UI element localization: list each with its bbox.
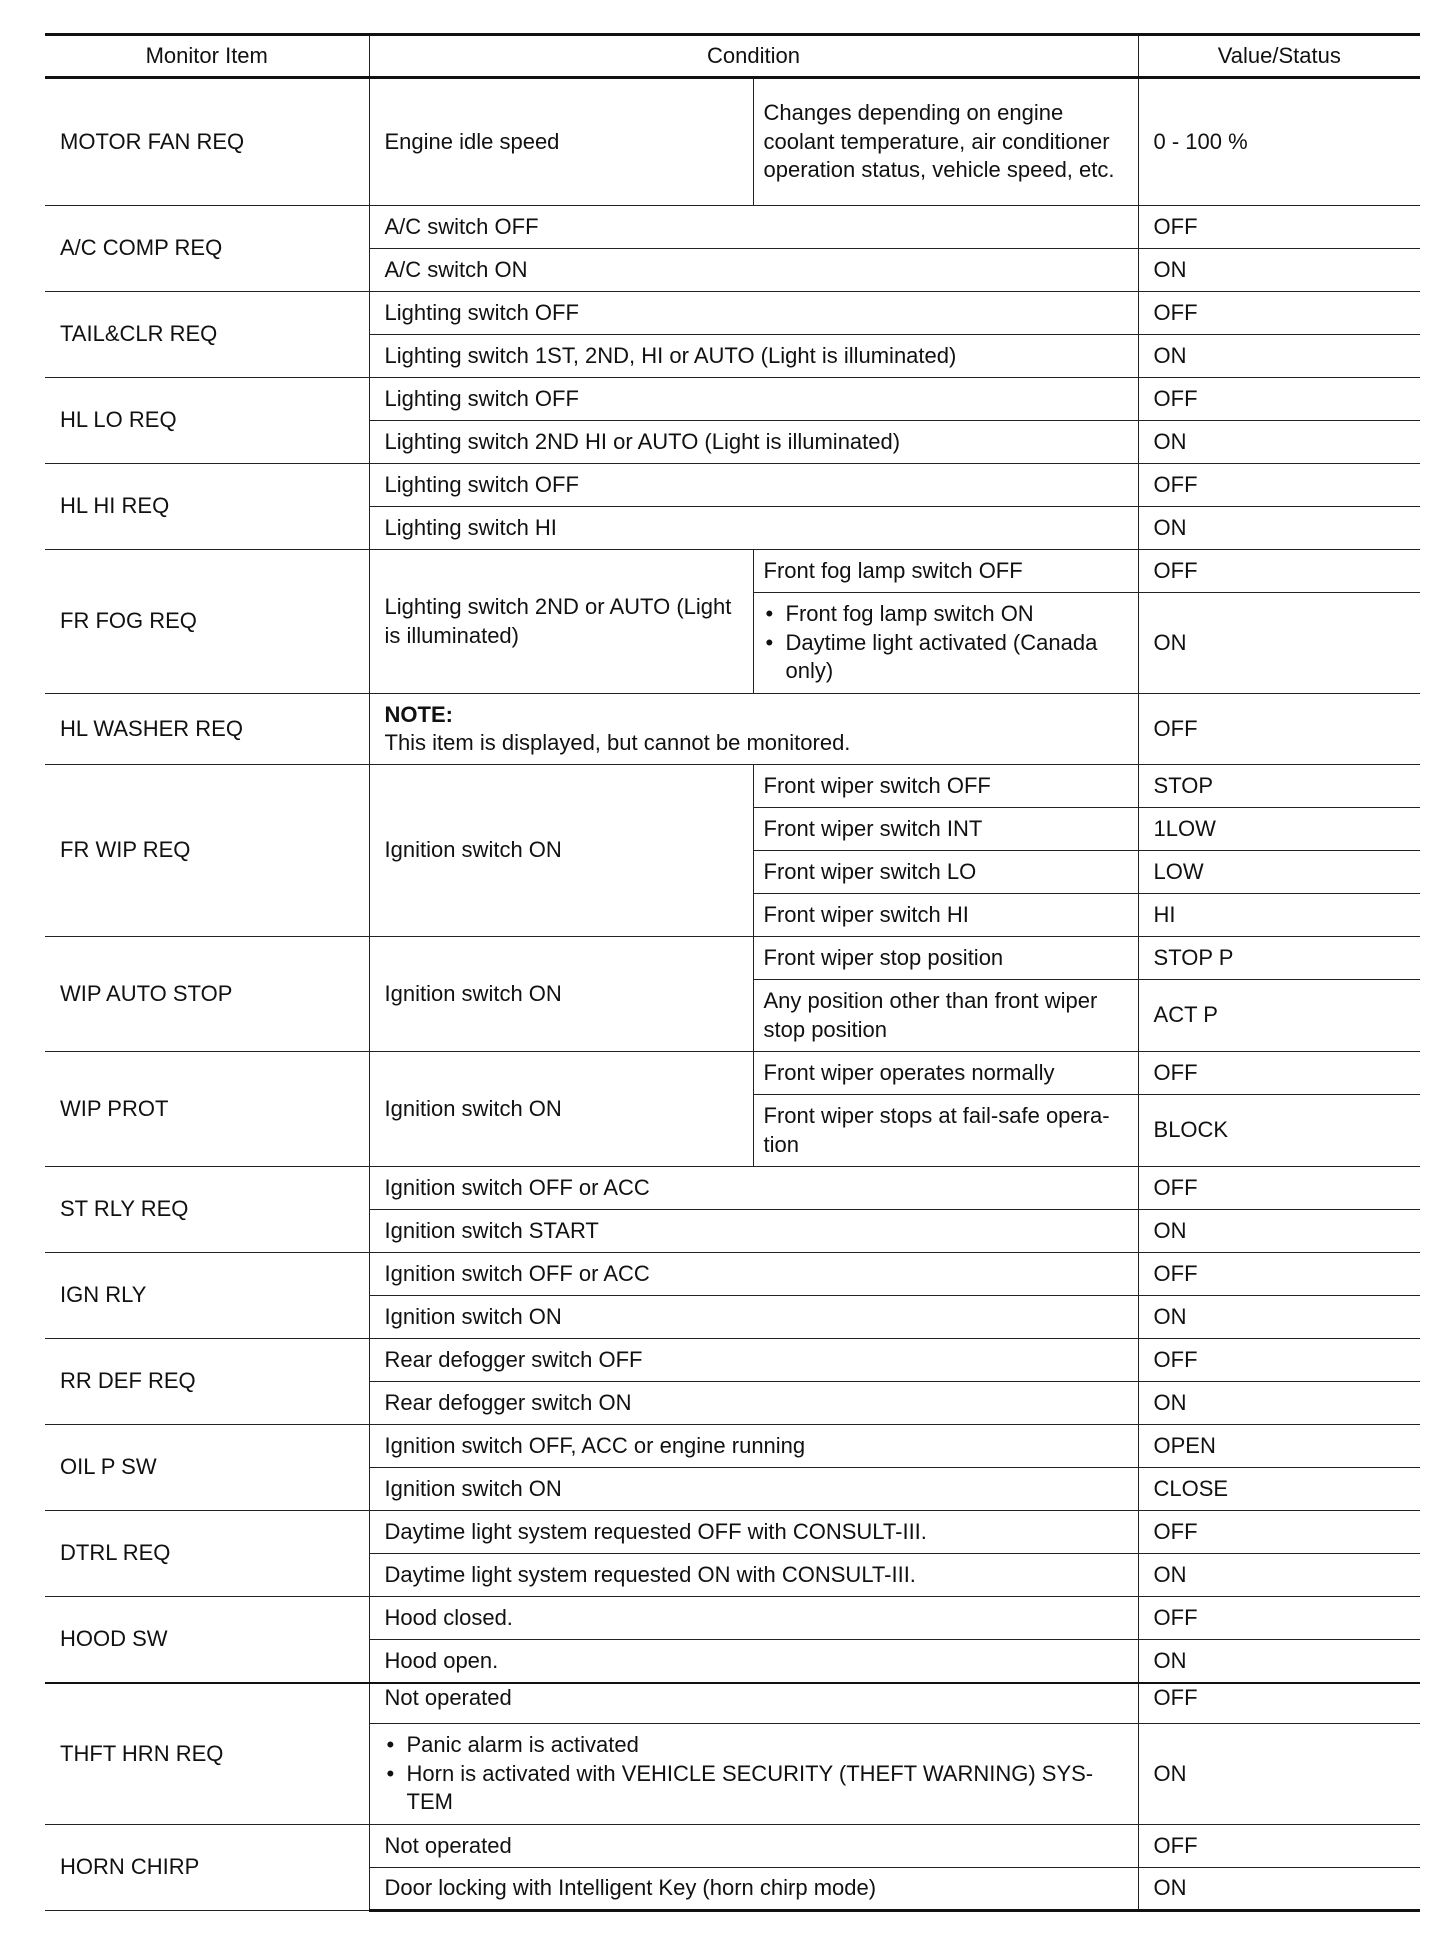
condition: Rear defogger switch OFF <box>369 1339 1138 1382</box>
value-status: ON <box>1138 249 1420 292</box>
value-status: OFF <box>1138 694 1420 765</box>
value-status: ON <box>1138 1724 1420 1825</box>
value-status: 1LOW <box>1138 808 1420 851</box>
value-status: ON <box>1138 421 1420 464</box>
condition: Lighting switch 1ST, 2ND, HI or AUTO (Light is illuminated) <box>369 335 1138 378</box>
value-status: OFF <box>1138 1167 1420 1210</box>
value-status: ON <box>1138 1382 1420 1425</box>
value-status: BLOCK <box>1138 1095 1420 1167</box>
monitor-item: TAIL&CLR REQ <box>45 292 369 378</box>
bullet-item: • Front fog lamp switch ON <box>764 600 1128 629</box>
condition-sub: Front wiper switch LO <box>753 851 1138 894</box>
value-status: ON <box>1138 1868 1420 1911</box>
header-monitor-item: Monitor Item <box>45 35 369 78</box>
condition: Ignition switch ON <box>369 1468 1138 1511</box>
value-status: ON <box>1138 1640 1420 1683</box>
condition: Not operated <box>369 1683 1138 1724</box>
condition-main: Ignition switch ON <box>369 1052 753 1167</box>
value-status: ON <box>1138 1296 1420 1339</box>
note-text: This item is displayed, but cannot be monitored. <box>384 730 851 755</box>
condition-sub <box>753 593 1138 694</box>
monitor-item: MOTOR FAN REQ <box>45 78 369 206</box>
table-row <box>45 1167 1420 1210</box>
monitor-item: THFT HRN REQ <box>45 1683 369 1825</box>
condition: Ignition switch OFF or ACC <box>369 1167 1138 1210</box>
condition-sub: Front wiper stops at fail-safe opera-tion <box>753 1095 1138 1167</box>
condition: A/C switch OFF <box>369 206 1138 249</box>
monitor-item: DTRL REQ <box>45 1511 369 1597</box>
monitor-item: WIP PROT <box>45 1052 369 1167</box>
condition: Hood open. <box>369 1640 1138 1683</box>
condition: Ignition switch OFF or ACC <box>369 1253 1138 1296</box>
condition: Lighting switch HI <box>369 507 1138 550</box>
table-row <box>45 464 1420 507</box>
condition-sub: Front wiper switch HI <box>753 894 1138 937</box>
value-status: ON <box>1138 593 1420 694</box>
condition: Lighting switch OFF <box>369 292 1138 335</box>
table-row <box>45 694 1420 765</box>
condition: Lighting switch 2ND HI or AUTO (Light is illuminated) <box>369 421 1138 464</box>
value-status: OFF <box>1138 292 1420 335</box>
value-status: 0 - 100 % <box>1138 78 1420 206</box>
monitor-item: RR DEF REQ <box>45 1339 369 1425</box>
condition-main: Ignition switch ON <box>369 765 753 937</box>
value-status: ACT P <box>1138 980 1420 1052</box>
table-row <box>45 1052 1420 1095</box>
table-row <box>45 937 1420 980</box>
value-status: OFF <box>1138 1825 1420 1868</box>
note-label: NOTE: <box>384 701 453 727</box>
condition-main: Lighting switch 2ND or AUTO (Light is illuminated) <box>369 550 753 694</box>
value-status: CLOSE <box>1138 1468 1420 1511</box>
condition-sub: Front wiper stop position <box>753 937 1138 980</box>
table-row <box>45 1825 1420 1868</box>
value-status: OFF <box>1138 1339 1420 1382</box>
bullet-item: • Daytime light activated (Canada only) <box>764 629 1128 686</box>
monitor-item: HOOD SW <box>45 1597 369 1683</box>
condition-sub: Front wiper switch OFF <box>753 765 1138 808</box>
value-status: OFF <box>1138 550 1420 593</box>
value-status: ON <box>1138 1554 1420 1597</box>
value-status: OFF <box>1138 464 1420 507</box>
table-row <box>45 1253 1420 1296</box>
condition: A/C switch ON <box>369 249 1138 292</box>
value-status: ON <box>1138 507 1420 550</box>
table-row <box>45 78 1420 206</box>
monitor-item: FR WIP REQ <box>45 765 369 937</box>
monitor-item: IGN RLY <box>45 1253 369 1339</box>
monitor-item: ST RLY REQ <box>45 1167 369 1253</box>
condition-main: Ignition switch ON <box>369 937 753 1052</box>
condition-sub: Changes depending on engine coolant temperature, air conditioner operation status, vehicle speed, etc. <box>753 78 1138 206</box>
table-row <box>45 1597 1420 1640</box>
value-status: LOW <box>1138 851 1420 894</box>
value-status: OFF <box>1138 1597 1420 1640</box>
bullet-list <box>385 1731 1128 1817</box>
table-row <box>45 1425 1420 1468</box>
value-status: OFF <box>1138 1511 1420 1554</box>
table-row <box>45 765 1420 808</box>
monitor-item: HL LO REQ <box>45 378 369 464</box>
table-row <box>45 378 1420 421</box>
table-row <box>45 206 1420 249</box>
bullet-item: • Horn is activated with VEHICLE SECURITY (THEFT WARNING) SYS-TEM <box>385 1760 1128 1817</box>
value-status: OFF <box>1138 1253 1420 1296</box>
monitor-item: FR FOG REQ <box>45 550 369 694</box>
condition-sub: Front wiper switch INT <box>753 808 1138 851</box>
condition: Daytime light system requested OFF with CONSULT-III. <box>369 1511 1138 1554</box>
table-row <box>45 292 1420 335</box>
value-status: ON <box>1138 335 1420 378</box>
condition <box>369 1724 1138 1825</box>
value-status: STOP P <box>1138 937 1420 980</box>
bullet-item: • Panic alarm is activated <box>385 1731 1128 1760</box>
condition-sub: Front wiper operates normally <box>753 1052 1138 1095</box>
condition: Door locking with Intelligent Key (horn chirp mode) <box>369 1868 1138 1911</box>
condition-sub: Front fog lamp switch OFF <box>753 550 1138 593</box>
monitor-item: OIL P SW <box>45 1425 369 1511</box>
condition: Hood closed. <box>369 1597 1138 1640</box>
condition: Ignition switch START <box>369 1210 1138 1253</box>
table-row <box>45 1511 1420 1554</box>
condition: Ignition switch ON <box>369 1296 1138 1339</box>
table-row <box>45 1339 1420 1382</box>
condition-sub: Any position other than front wiper stop position <box>753 980 1138 1052</box>
monitor-table <box>45 33 1420 1912</box>
condition: Ignition switch OFF, ACC or engine running <box>369 1425 1138 1468</box>
monitor-item: HL HI REQ <box>45 464 369 550</box>
value-status: OFF <box>1138 206 1420 249</box>
condition-main: Engine idle speed <box>369 78 753 206</box>
value-status: OFF <box>1138 378 1420 421</box>
monitor-item: WIP AUTO STOP <box>45 937 369 1052</box>
table-row <box>45 550 1420 593</box>
value-status: OFF <box>1138 1052 1420 1095</box>
condition: Lighting switch OFF <box>369 378 1138 421</box>
value-status: OFF <box>1138 1683 1420 1724</box>
header-row <box>45 35 1420 78</box>
bullet-list <box>764 600 1128 686</box>
value-status: HI <box>1138 894 1420 937</box>
value-status: STOP <box>1138 765 1420 808</box>
value-status: ON <box>1138 1210 1420 1253</box>
monitor-item: HORN CHIRP <box>45 1825 369 1911</box>
condition-note <box>369 694 1138 765</box>
monitor-item: HL WASHER REQ <box>45 694 369 765</box>
monitor-item: A/C COMP REQ <box>45 206 369 292</box>
header-condition: Condition <box>369 35 1138 78</box>
table-row <box>45 1683 1420 1724</box>
value-status: OPEN <box>1138 1425 1420 1468</box>
header-value-status: Value/Status <box>1138 35 1420 78</box>
condition: Rear defogger switch ON <box>369 1382 1138 1425</box>
condition: Not operated <box>369 1825 1138 1868</box>
condition: Daytime light system requested ON with CONSULT-III. <box>369 1554 1138 1597</box>
condition: Lighting switch OFF <box>369 464 1138 507</box>
